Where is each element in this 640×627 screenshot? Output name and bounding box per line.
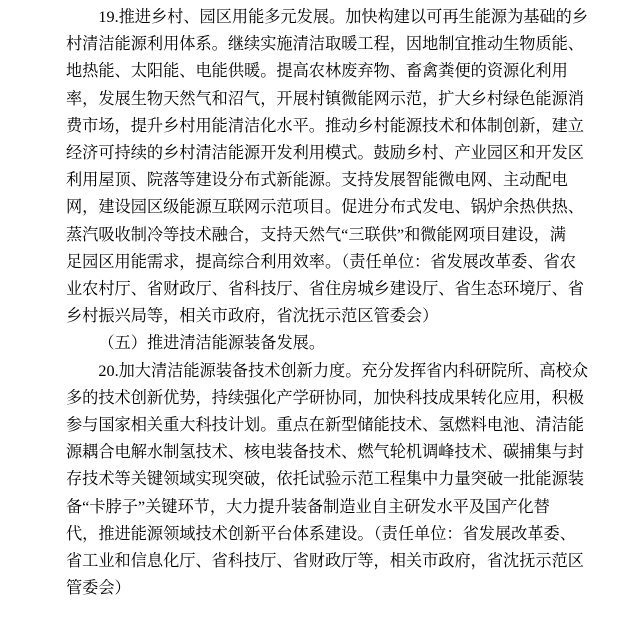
text-line: 多的技术创新优势，持续强化产学研协同，加快科技成果转化应用，积极	[66, 388, 584, 407]
text-line: 代，推进能源领域技术创新平台体系建设。（责任单位：省发展改革委、	[66, 524, 576, 543]
text-line: 地热能、太阳能、电能供暖。提高农林废弃物、畜禽粪便的资源化利用	[66, 62, 568, 81]
text-line: 备“卡脖子”关键环节，大力提升装备制造业自主研发水平及国产化替	[66, 497, 550, 516]
text-line: 20.加大清洁能源装备技术创新力度。充分发挥省内科研院所、高校众	[98, 361, 589, 380]
section-5-heading	[66, 330, 590, 357]
text-line: 网，建设园区级能源互联网示范项目。促进分布式发电、锅炉余热供热、	[66, 198, 584, 217]
text-line: 费市场，提升乡村用能清洁化水平。推动乡村能源技术和体制创新，建立	[66, 116, 584, 135]
text-line: 村清洁能源利用体系。继续实施清洁取暖工程，因地制宜推动生物质能、	[66, 35, 584, 54]
text-line: 率，发展生物天然气和沼气，开展村镇微能网示范，扩大乡村绿色能源消	[66, 89, 584, 108]
document-body	[66, 4, 590, 602]
text-line: 业农村厅、省财政厅、省科技厅、省住房城乡建设厅、省生态环境厅、省	[66, 280, 584, 299]
text-line: 经济可持续的乡村清洁能源开发利用模式。鼓励乡村、产业园区和开发区	[66, 144, 584, 163]
text-line: 足园区用能需求，提高综合利用效率。（责任单位：省发展改革委、省农	[66, 252, 576, 271]
item-20-paragraph	[66, 358, 590, 603]
text-line: 管委会）	[66, 579, 131, 598]
text-line: （五）推进清洁能源装备发展。	[98, 334, 326, 353]
text-line: 乡村振兴局等，相关市政府，省沈抚示范区管委会）	[66, 307, 439, 326]
text-line: 省工业和信息化厅、省科技厅、省财政厅等，相关市政府，省沈抚示范区	[66, 552, 584, 571]
text-line: 存技术等关键领域实现突破，依托试验示范工程集中力量突破一批能源装	[66, 470, 584, 489]
text-line: 蒸汽吸收制冷等技术融合，支持天然气“三联供”和微能网项目建设，满	[66, 225, 566, 244]
item-19-paragraph	[66, 4, 590, 330]
text-line: 19.推进乡村、园区用能多元发展。加快构建以可再生能源为基础的乡	[98, 8, 589, 26]
text-line: 参与国家相关重大科技计划。重点在新型储能技术、氢燃料电池、清洁能	[66, 416, 584, 435]
text-line: 利用屋顶、院落等建设分布式新能源。支持发展智能微电网、主动配电	[66, 171, 568, 190]
text-line: 源耦合电解水制氢技术、核电装备技术、燃气轮机调峰技术、碳捕集与封	[66, 443, 584, 462]
